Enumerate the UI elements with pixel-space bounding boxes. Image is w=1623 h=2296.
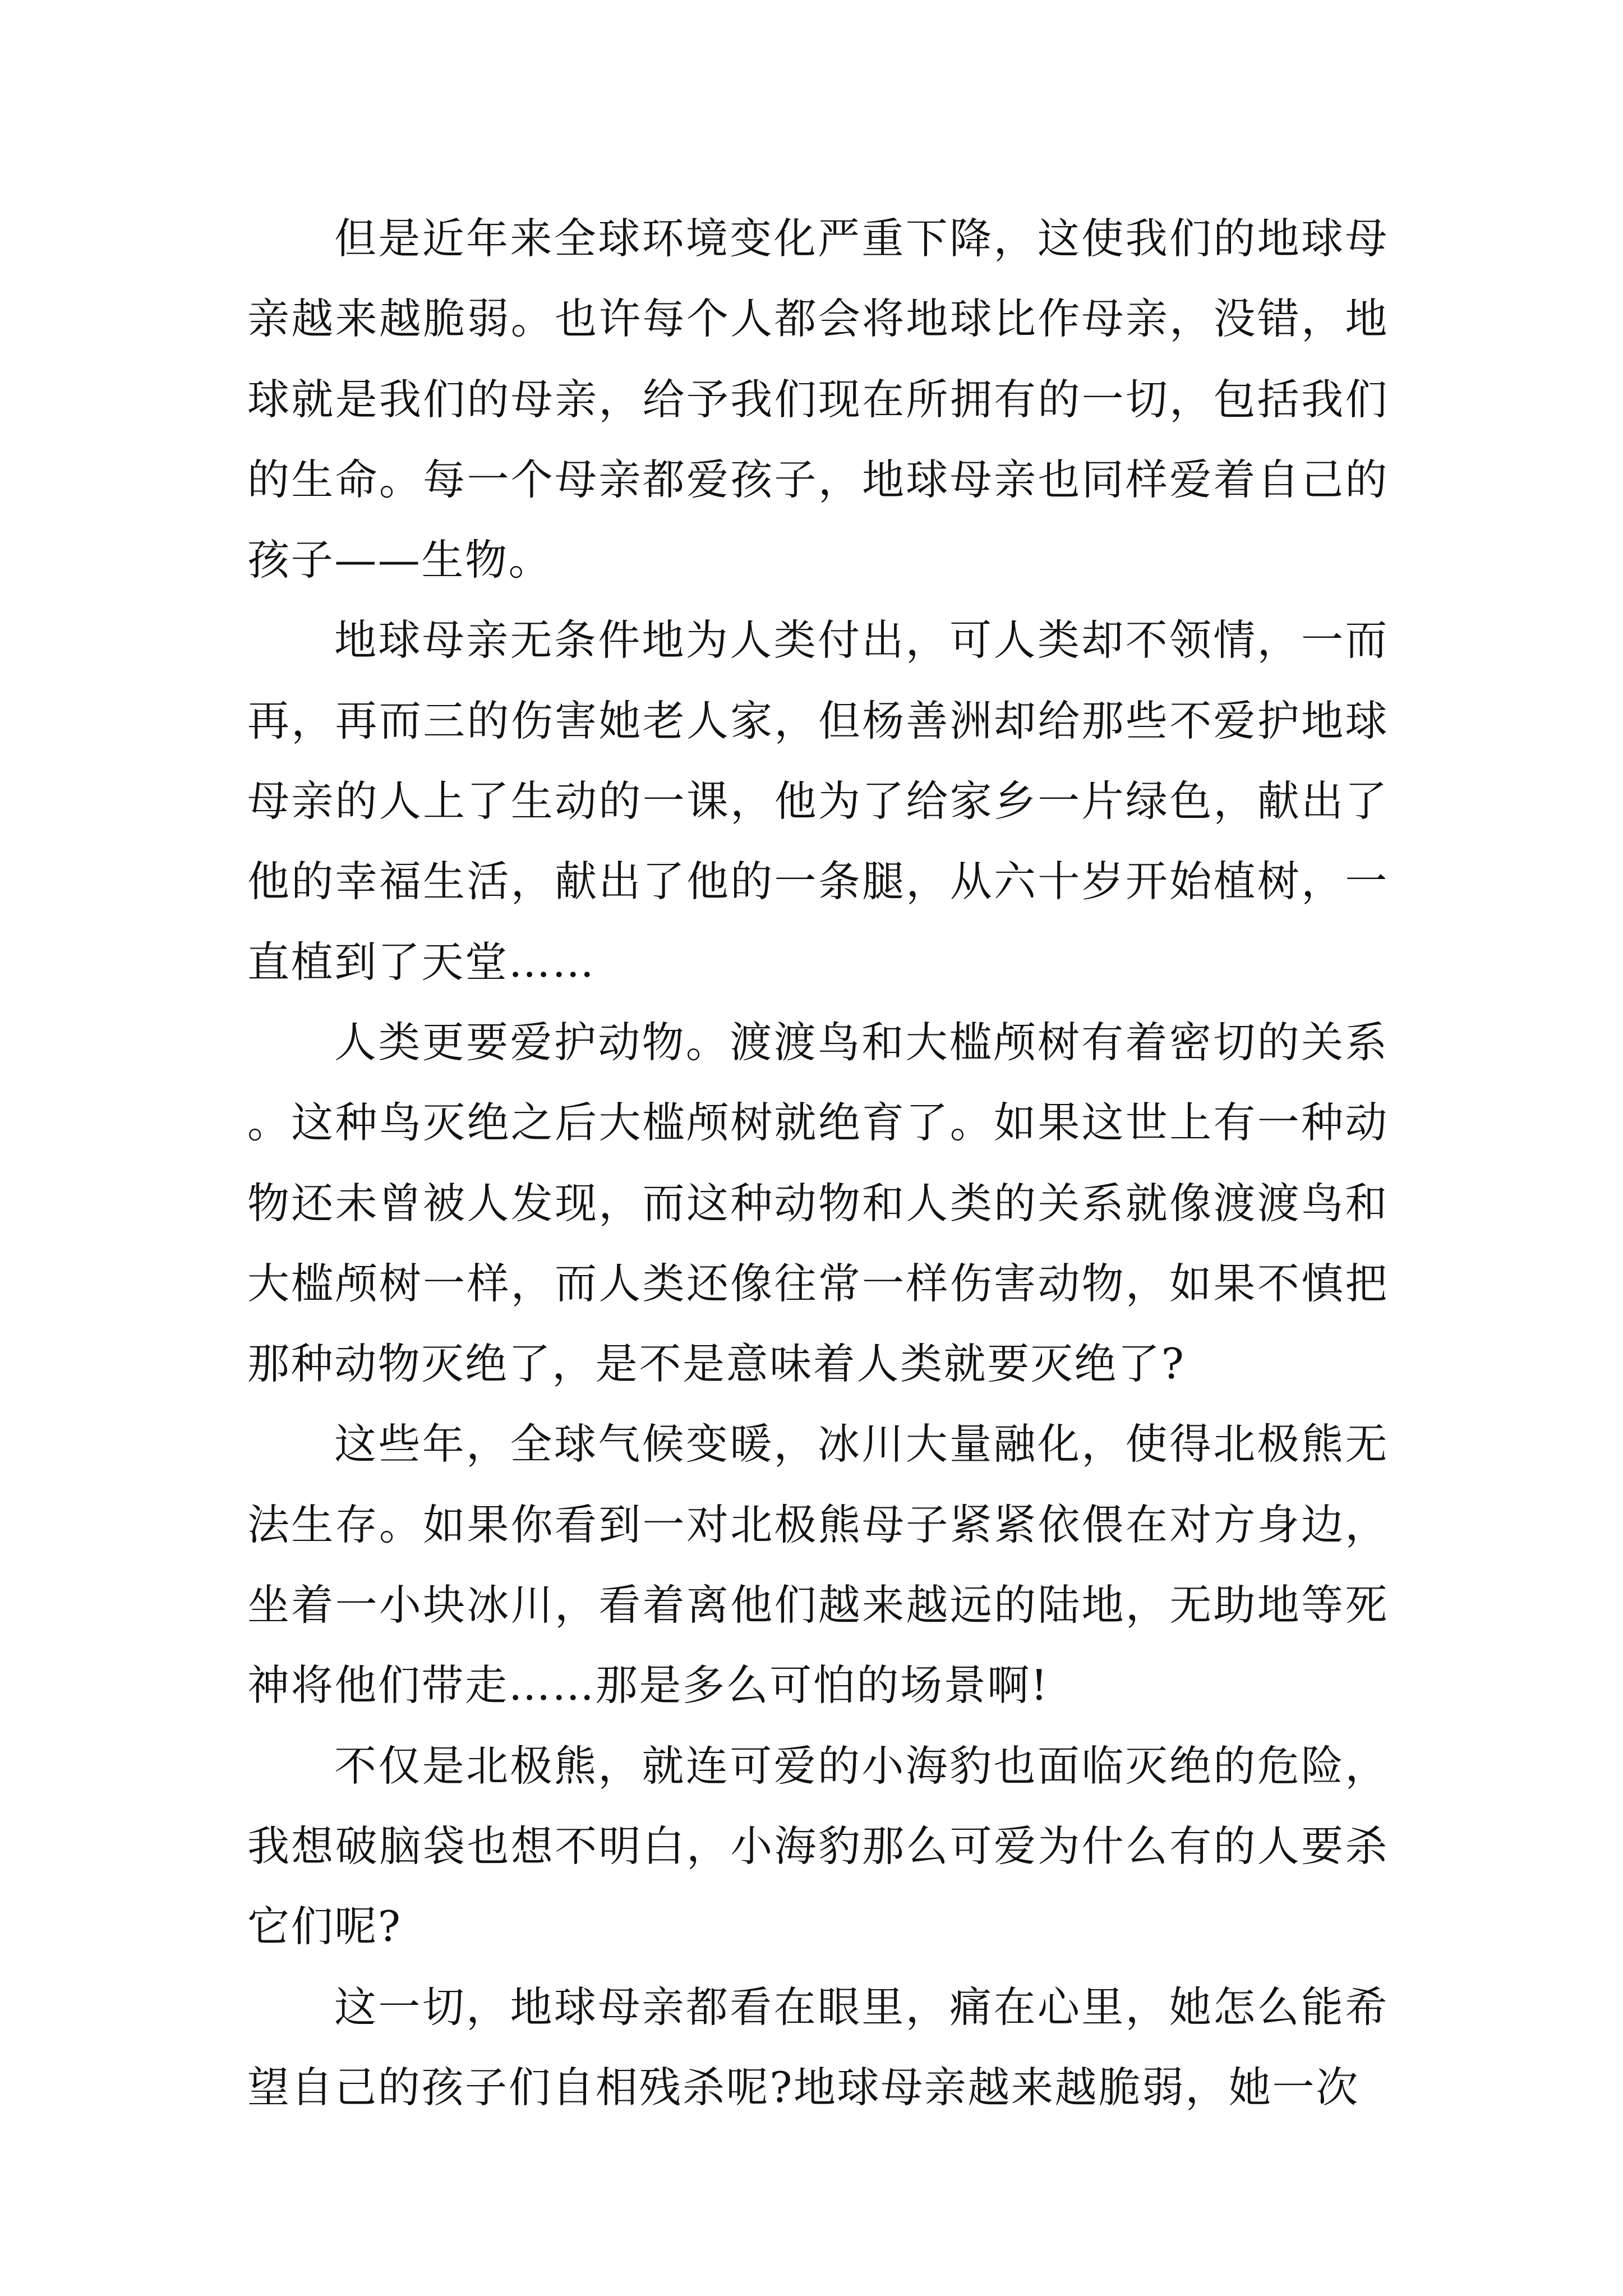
paragraph-mother-earth-pain: 这一切，地球母亲都看在眼里，痛在心里，她怎么能希望自己的孩子们自相残杀呢?地球母亲越来越脆弱，她一次 bbox=[247, 1982, 1389, 2112]
document-body bbox=[247, 199, 1389, 2128]
paragraph-yang-shanzhou: 地球母亲无条件地为人类付出，可人类却不领情，一而再，再而三的伤害她老人家，但杨善洲却给那些不爱护地球母亲的人上了生动的一课，他为了给家乡一片绿色，献出了他的幸福生活，献出了他的一条腿，从六十岁开始植树，一直植到了天堂…… bbox=[247, 615, 1389, 987]
paragraph-polar-bears: 这些年，全球气候变暖，冰川大量融化，使得北极熊无法生存。如果你看到一对北极熊母子紧紧依偎在对方身边，坐着一小块冰川，看着离他们越来越远的陆地，无助地等死神将他们带走……那是多么可怕的场景啊! bbox=[247, 1419, 1389, 1710]
paragraph-protect-animals: 人类更要爱护动物。渡渡鸟和大槛颅树有着密切的关系。这种鸟灭绝之后大槛颅树就绝育了。如果这世上有一种动物还未曾被人发现，而这种动物和人类的关系就像渡渡鸟和大槛颅树一样，而人类还像往常一样伤害动物，如果不慎把那种动物灭绝了，是不是意味着人类就要灭绝了? bbox=[247, 1017, 1389, 1389]
paragraph-environment-decline: 但是近年来全球环境变化严重下降，这使我们的地球母亲越来越脆弱。也许每个人都会将地球比作母亲，没错，地球就是我们的母亲，给予我们现在所拥有的一切，包括我们的生命。每一个母亲都爱孩子，地球母亲也同样爱着自己的孩子——生物。 bbox=[247, 214, 1389, 585]
paragraph-seals: 不仅是北极熊，就连可爱的小海豹也面临灭绝的危险，我想破脑袋也想不明白，小海豹那么可爱为什么有的人要杀它们呢? bbox=[247, 1741, 1389, 1952]
